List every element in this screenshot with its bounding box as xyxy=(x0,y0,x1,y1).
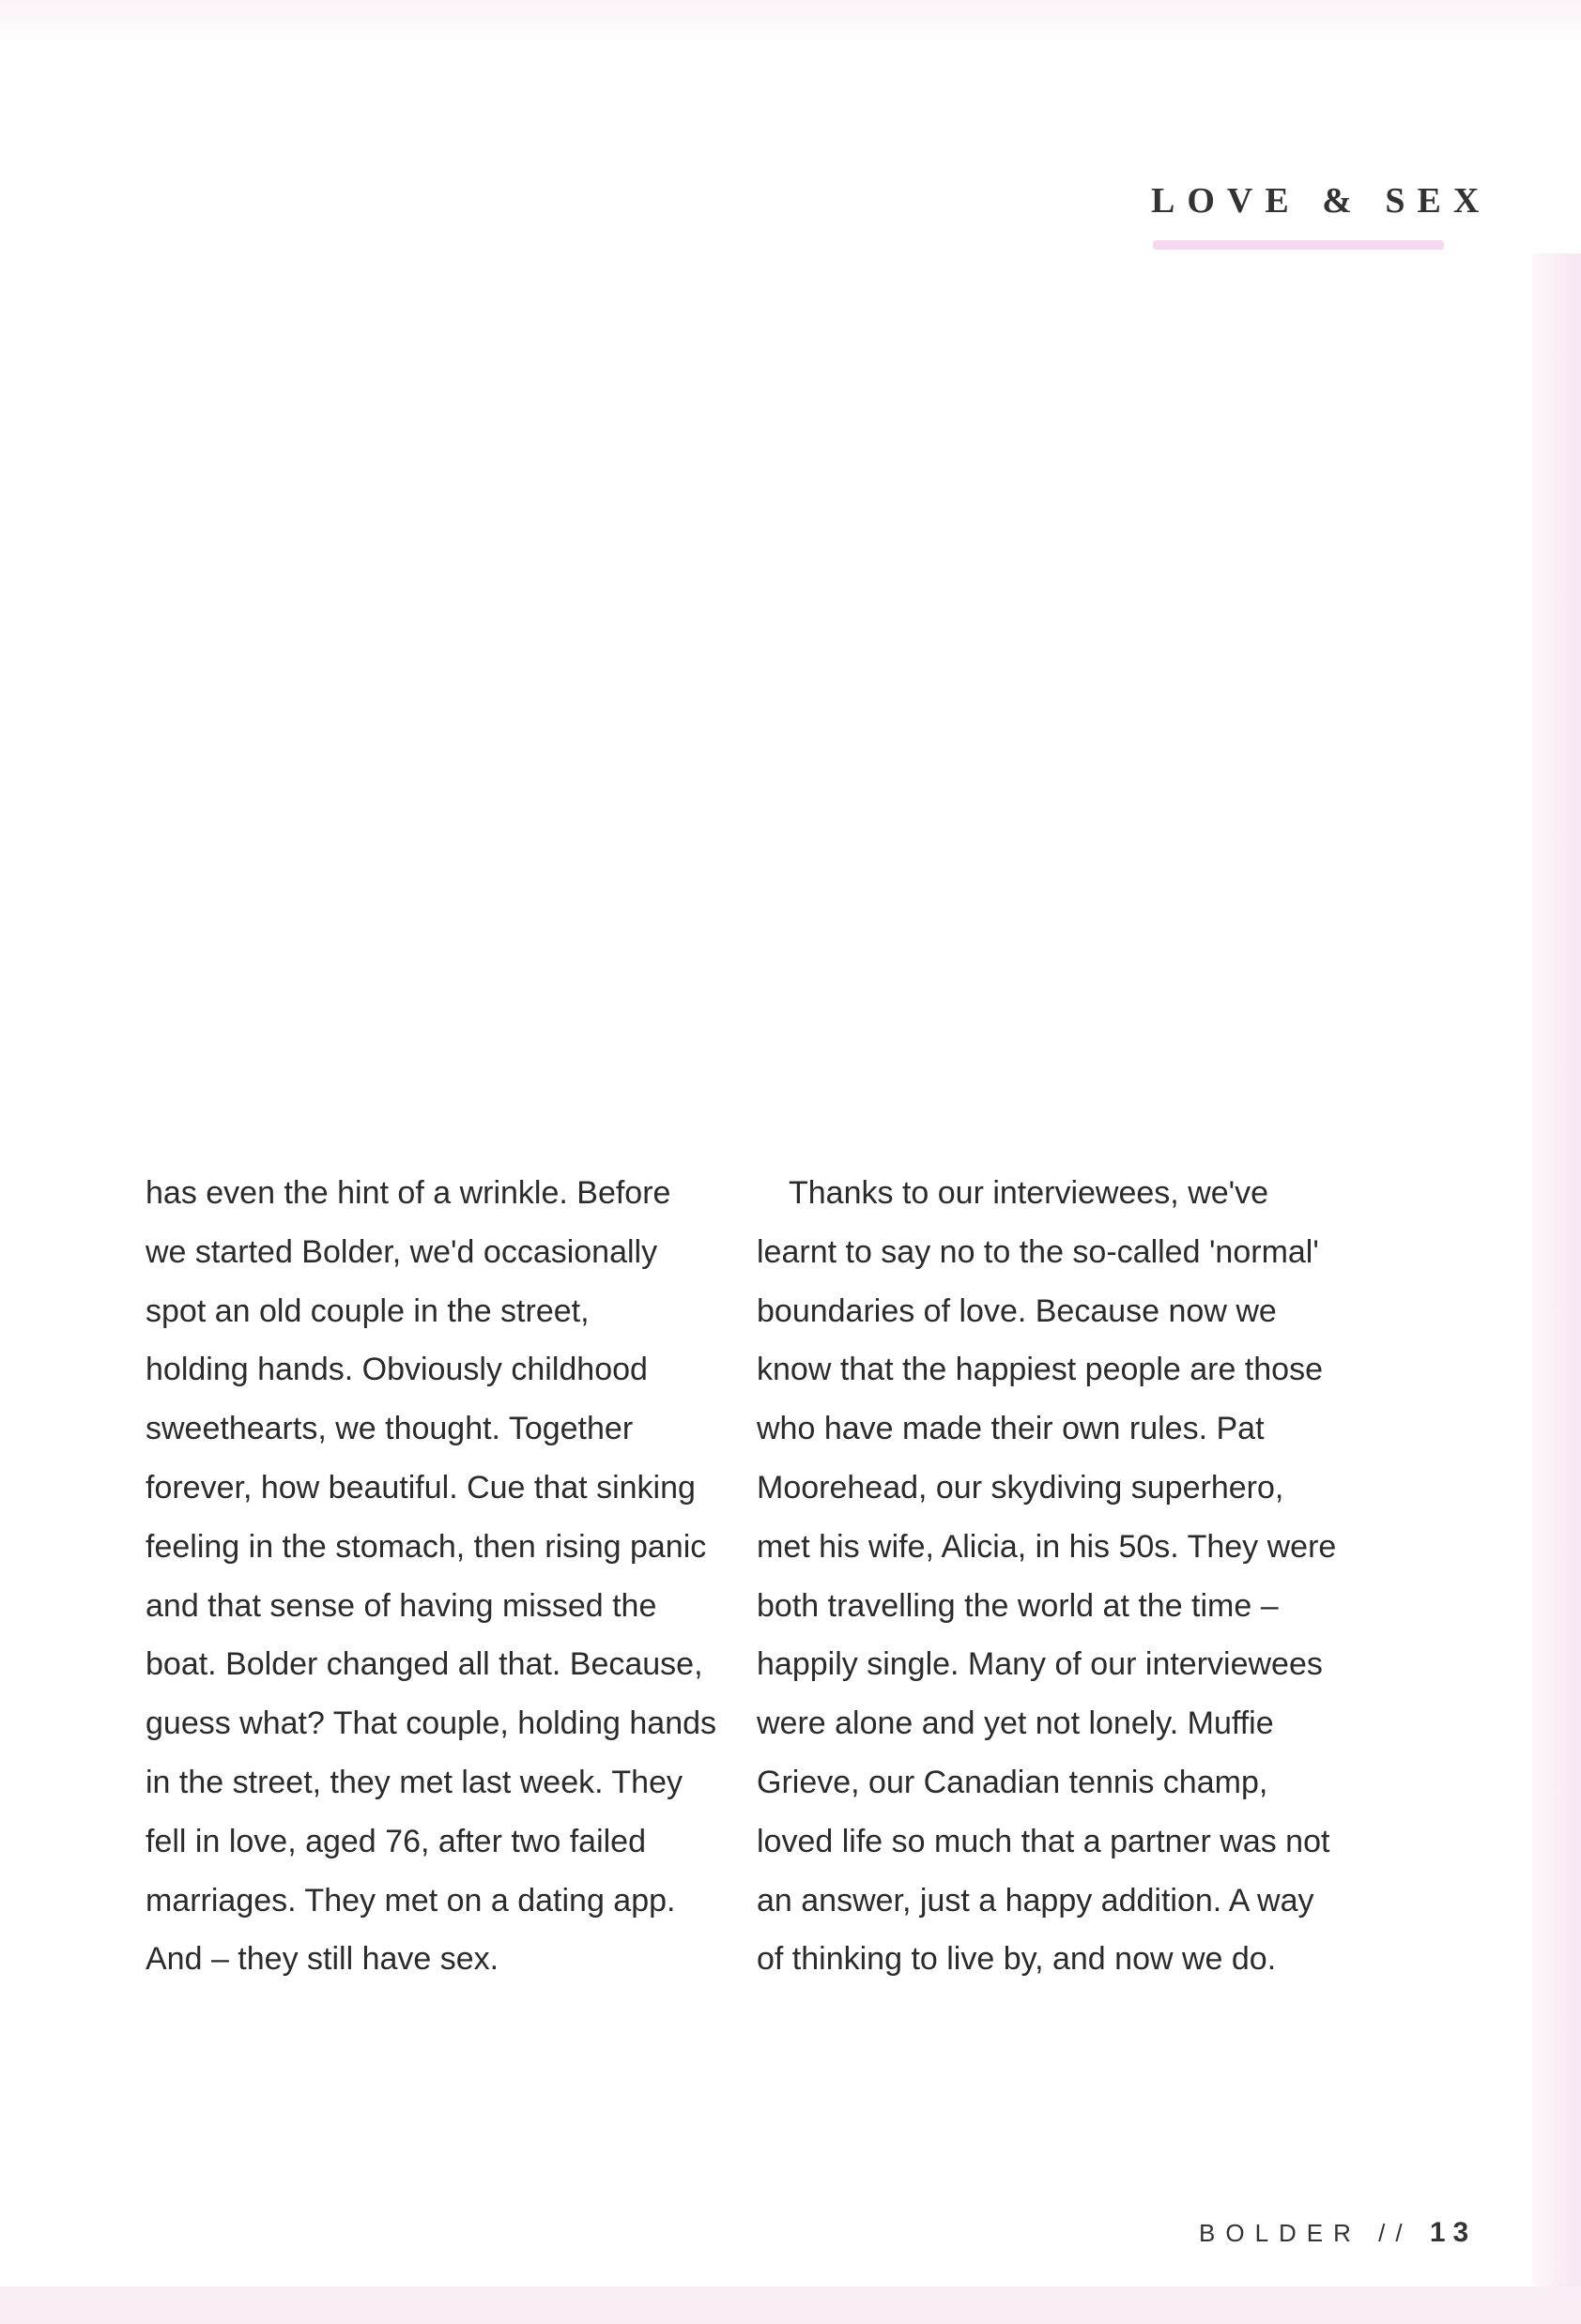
text-line: were alone and yet not lonely. Muffie xyxy=(757,1705,1274,1742)
text-line: boundaries of love. Because now we xyxy=(757,1292,1277,1329)
text-line: we started Bolder, we'd occasionally xyxy=(146,1233,658,1270)
text-line: Grieve, our Canadian tennis champ, xyxy=(757,1764,1268,1800)
text-line: boat. Bolder changed all that. Because, xyxy=(146,1646,703,1683)
text-line: happily single. Many of our interviewees xyxy=(757,1646,1323,1683)
text-line: who have made their own rules. Pat xyxy=(757,1411,1265,1447)
text-line: Thanks to our interviewees, we've xyxy=(789,1175,1269,1211)
page-number: 13 xyxy=(1429,2217,1477,2248)
article-column-right xyxy=(757,1164,1336,1989)
text-line: guess what? That couple, holding hands xyxy=(146,1705,717,1742)
text-line: And – they still have sex. xyxy=(146,1941,499,1978)
text-line: in the street, they met last week. They xyxy=(146,1764,683,1800)
text-line: met his wife, Alicia, in his 50s. They were xyxy=(757,1528,1337,1565)
text-line: holding hands. Obviously childhood xyxy=(146,1352,648,1388)
text-line: both travelling the world at the time – xyxy=(757,1587,1279,1624)
text-line: forever, how beautiful. Cue that sinking xyxy=(146,1469,696,1506)
text-line: marriages. They met on a dating app. xyxy=(146,1882,676,1919)
page-edge-top xyxy=(0,0,1581,47)
section-heading: LOVE & SEX xyxy=(1151,181,1492,221)
text-line: an answer, just a happy addition. A way xyxy=(757,1882,1314,1919)
magazine-name: BOLDER // xyxy=(1199,2219,1413,2247)
text-line: has even the hint of a wrinkle. Before xyxy=(146,1175,671,1211)
text-line: sweethearts, we thought. Together xyxy=(146,1411,634,1447)
section-underline xyxy=(1153,240,1444,250)
text-line: and that sense of having missed the xyxy=(146,1587,657,1624)
text-line: Moorehead, our skydiving superhero, xyxy=(757,1469,1284,1506)
text-line: of thinking to live by, and now we do. xyxy=(757,1941,1277,1978)
text-line: learnt to say no to the so-called 'normal' xyxy=(757,1233,1319,1270)
text-line: spot an old couple in the street, xyxy=(146,1292,590,1329)
page-edge-right xyxy=(1532,253,1581,2324)
text-line: feeling in the stomach, then rising panic xyxy=(146,1528,707,1565)
article-column-left xyxy=(146,1164,716,1989)
text-line: fell in love, aged 76, after two failed xyxy=(146,1823,646,1859)
page-footer xyxy=(1199,2217,1476,2249)
text-line: know that the happiest people are those xyxy=(757,1352,1323,1388)
page-edge-bottom xyxy=(0,2286,1581,2324)
text-line: loved life so much that a partner was not xyxy=(757,1823,1330,1859)
